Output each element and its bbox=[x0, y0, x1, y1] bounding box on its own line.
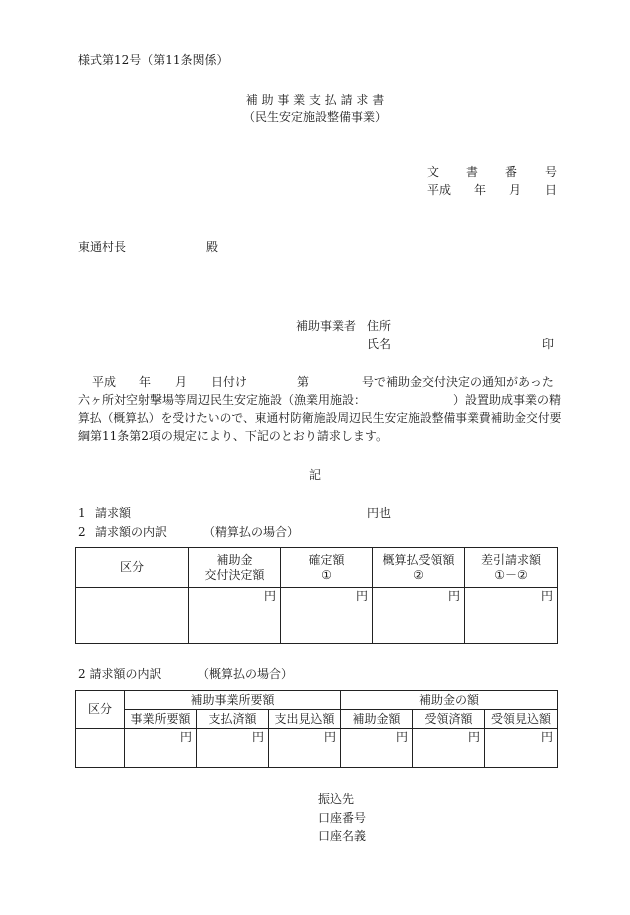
body-text: 綱第11条第2項の規定により、下記のとおり請求します。 bbox=[78, 429, 388, 443]
applicant-role: 補助事業者 bbox=[296, 319, 357, 333]
form-number: 様式第12号（第11条関係） bbox=[78, 53, 229, 67]
body-text: 月 bbox=[175, 375, 188, 389]
item3-note: （概算払の場合） bbox=[197, 667, 294, 681]
header-confirmed-amount: 確定額 ① bbox=[281, 548, 373, 588]
header-kubun: 区分 bbox=[76, 691, 125, 729]
ki-heading: 記 bbox=[308, 468, 321, 482]
cell-amount[interactable]: 円 bbox=[125, 729, 197, 768]
table-subheader-row bbox=[76, 710, 558, 729]
item2-label: 請求額の内訳 bbox=[95, 525, 168, 539]
cell-amount[interactable]: 円 bbox=[281, 588, 373, 644]
header-grant-decision: 補助金 交付決定額 bbox=[189, 548, 281, 588]
table-header-row bbox=[76, 548, 558, 588]
subheader-grant-amount: 補助金額 bbox=[341, 710, 413, 729]
advance-breakdown-table bbox=[75, 690, 558, 768]
transfer-account-name: 口座名義 bbox=[318, 829, 367, 843]
document-subtitle: （民生安定施設整備事業） bbox=[242, 110, 387, 124]
date-year: 年 bbox=[474, 183, 487, 197]
doc-number-char: 文 bbox=[427, 165, 440, 179]
cell-amount[interactable]: 円 bbox=[269, 729, 341, 768]
table-header-row bbox=[76, 691, 558, 710]
settlement-breakdown-table bbox=[75, 547, 558, 644]
subheader-received: 受領済額 bbox=[413, 710, 485, 729]
header-net-claim: 差引請求額 ①－② bbox=[465, 548, 558, 588]
table-row bbox=[76, 588, 558, 644]
header-advance-received: 概算払受領額 ② bbox=[373, 548, 465, 588]
body-text: 日付け bbox=[211, 375, 248, 389]
cell-kubun[interactable] bbox=[76, 729, 125, 768]
item2-note: （精算払の場合） bbox=[203, 525, 300, 539]
applicant-name-label: 氏名 bbox=[367, 337, 392, 351]
cell-amount[interactable]: 円 bbox=[373, 588, 465, 644]
item1-number: 1 bbox=[78, 506, 86, 520]
date-era: 平成 bbox=[427, 183, 452, 197]
subheader-project-cost: 事業所要額 bbox=[125, 710, 197, 729]
item1-suffix: 円也 bbox=[367, 506, 392, 520]
subheader-expected-receipt: 受領見込額 bbox=[485, 710, 558, 729]
cell-amount[interactable]: 円 bbox=[189, 588, 281, 644]
cell-amount[interactable]: 円 bbox=[413, 729, 485, 768]
cell-amount[interactable]: 円 bbox=[197, 729, 269, 768]
doc-number-char: 書 bbox=[466, 165, 479, 179]
cell-amount[interactable]: 円 bbox=[465, 588, 558, 644]
header-group-grant-amount: 補助金の額 bbox=[341, 691, 558, 710]
subheader-expected-payment: 支出見込額 bbox=[269, 710, 341, 729]
cell-kubun[interactable] bbox=[76, 588, 189, 644]
header-group-project-cost: 補助事業所要額 bbox=[125, 691, 341, 710]
doc-number-char: 番 bbox=[505, 165, 518, 179]
body-text: 号で補助金交付決定の通知があった bbox=[362, 375, 554, 389]
seal-mark: 印 bbox=[542, 337, 555, 351]
header-kubun: 区分 bbox=[76, 548, 189, 588]
applicant-address-label: 住所 bbox=[367, 319, 392, 333]
table-row bbox=[76, 729, 558, 768]
addressee-name: 東通村長 bbox=[78, 240, 127, 254]
body-text: ）設置助成事業の精 bbox=[453, 393, 562, 407]
body-text: 算払（概算払）を受けたいので、東通村防衛施設周辺民生安定施設整備事業費補助金交付要 bbox=[78, 411, 562, 425]
document-title: 補 助 事 業 支 払 請 求 書 bbox=[245, 93, 385, 107]
addressee-honorific: 殿 bbox=[206, 240, 219, 254]
item3-label: 2 請求額の内訳 bbox=[78, 667, 162, 681]
body-text: 六ヶ所対空射撃場等周辺民生安定施設（漁業用施設： bbox=[78, 393, 367, 407]
transfer-account-number: 口座番号 bbox=[318, 811, 367, 825]
body-text: 第 bbox=[297, 375, 310, 389]
date-month: 月 bbox=[509, 183, 522, 197]
date-day: 日 bbox=[545, 183, 558, 197]
cell-amount[interactable]: 円 bbox=[485, 729, 558, 768]
cell-amount[interactable]: 円 bbox=[341, 729, 413, 768]
transfer-title: 振込先 bbox=[318, 792, 355, 806]
body-text: 年 bbox=[139, 375, 152, 389]
body-text: 平成 bbox=[92, 375, 117, 389]
item1-label: 請求額 bbox=[95, 506, 132, 520]
doc-number-char: 号 bbox=[545, 165, 558, 179]
subheader-paid: 支払済額 bbox=[197, 710, 269, 729]
item2-number: 2 bbox=[78, 525, 86, 539]
